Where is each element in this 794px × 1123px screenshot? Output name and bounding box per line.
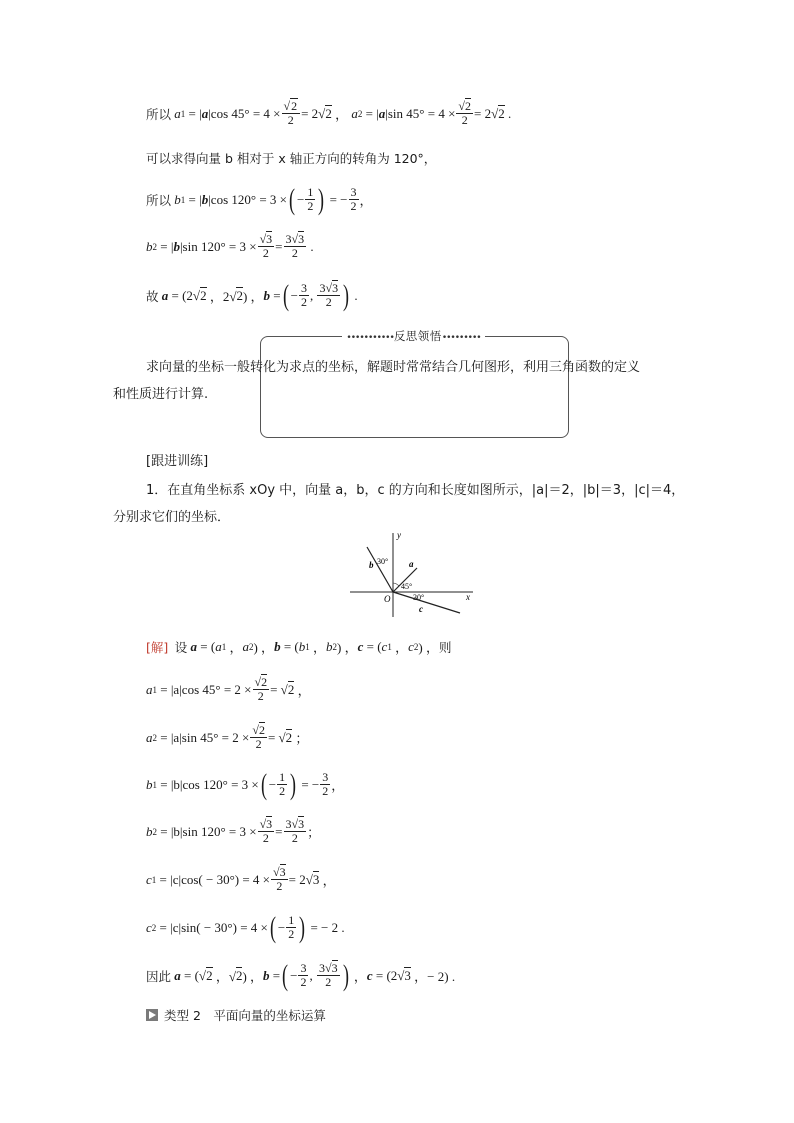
text-yinci: 因此 xyxy=(146,968,172,984)
solution-a1: a 1 = |a|cos 45° = 2 × $\frac{√2}{2}$ = √ 2 ， xyxy=(146,675,311,703)
question-line-1: 1．在直角坐标系 xOy 中，向量 a，b，c 的方向和长度如图所示，|a|＝2，|b|＝3，|c|＝4， xyxy=(146,483,685,498)
solution-c2: c 2 = |c|sin( − 30°) = 4 × ( − $\frac{1}{2}$ ) = − 2 . xyxy=(146,910,345,944)
origin-label: O xyxy=(384,594,391,604)
solution-b1: b 1 = |b|cos 120° = 3 × ( − $\frac{1}{2}$ ) = − $\frac{3}{2}$ ， xyxy=(146,767,345,801)
eq-b1: = |b|cos 120° = 3 × xyxy=(160,776,259,792)
fraction: $\frac{√2}{2}$ xyxy=(282,100,301,127)
eq-a1: = |a|cos 45° = 2 × xyxy=(160,681,252,697)
fraction: $\frac{√2}{2}$ xyxy=(458,99,471,127)
y-axis-label: y xyxy=(397,530,401,540)
solution-a2: a 2 = |a|sin 45° = 2 × $\frac{√2}{2}$ = √ 2 ； xyxy=(146,723,309,751)
eq-c1: = |c|cos( − 30°) = 4 × xyxy=(159,871,271,887)
text-suoyi: 所以 xyxy=(146,106,172,122)
step-result-ab: 故 a = (2√ 2 ，2√ 2 ) ， b = ( − $\frac{3}{2}$ , $\frac{3√3}{2}$ ) . xyxy=(146,278,358,312)
question-line-2: 分别求它们的坐标． xyxy=(113,510,231,525)
text-gu: 故 xyxy=(146,288,159,304)
practice-heading: [跟进训练] xyxy=(146,454,209,469)
step-b2: b 2 = | b |sin 120° = 3 × $\frac{√3}{2}$ = $\frac{3√3}{2}$ . xyxy=(146,232,314,260)
reflection-box-header: •••••••••••反思领悟••••••••• xyxy=(260,328,567,344)
eq-a2: = |a|sin 45° = 2 × xyxy=(160,729,250,745)
text-suoyi: 所以 xyxy=(146,192,172,208)
solution-conclusion: 因此 a = (√ 2 ，√ 2 ) ， b = ( − $\frac{3}{2}$ , $\frac{3√3}{2}$ ) ， c = (2√ 3 ，− 2) . xyxy=(146,958,456,992)
step-a-components: 所以 a 1 = | a |cos 45° = 4 × $\frac{√2}{2}$ = 2√ 2 ， a 2 = | a |sin 45° = 4 × $\frac{√2}{2}$ = 2√ 2 . xyxy=(146,99,512,127)
vector-c-label: c xyxy=(419,604,423,614)
reflection-text-2: 和性质进行计算. xyxy=(113,387,209,402)
vector-diagram xyxy=(345,525,480,620)
angle-45-label: 45° xyxy=(401,582,413,591)
rotation-angle-text: 可以求得向量 b 相对于 x 轴正方向的转角为 120°， xyxy=(146,151,437,166)
solution-intro: [解] 设 a = ( a 1 ， a 2 ) ， b = ( b 1 ， b 2 ) ， c = ( c 1 ， c 2 ) ， 则 xyxy=(146,638,452,655)
x-axis-label: x xyxy=(466,592,470,602)
reflection-title: 反思领悟 xyxy=(393,329,442,343)
section-heading xyxy=(146,1006,326,1024)
section-label: 类型 2 平面向量的坐标运算 xyxy=(164,1008,326,1023)
reflection-box xyxy=(260,336,569,438)
step-b1: 所以 b 1 = | b |cos 120° = 3 × ( − $\frac{1}{2}$ ) = − $\frac{3}{2}$ ， xyxy=(146,182,373,216)
solution-b2: b 2 = |b|sin 120° = 3 × $\frac{√3}{2}$ = $\frac{3√3}{2}$ ； xyxy=(146,817,321,845)
reflection-text-1: 求向量的坐标一般转化为求点的坐标，解题时常常结合几何图形，利用三角函数的定义 xyxy=(146,360,641,375)
solution-c1: c 1 = |c|cos( − 30°) = 4 × $\frac{√3}{2}$ = 2√ 3 ， xyxy=(146,865,336,893)
vector-a-label: a xyxy=(409,559,414,569)
eq-c2: = |c|sin( − 30°) = 4 × xyxy=(159,919,268,935)
angle-30-label: 30° xyxy=(377,557,389,566)
play-triangle-icon xyxy=(146,1009,158,1021)
angle-30-lower-label: 30° xyxy=(413,593,425,602)
eq-b2: = |b|sin 120° = 3 × xyxy=(160,823,257,839)
solution-tag: [解] xyxy=(146,639,169,655)
vector-b-label: b xyxy=(369,560,374,570)
